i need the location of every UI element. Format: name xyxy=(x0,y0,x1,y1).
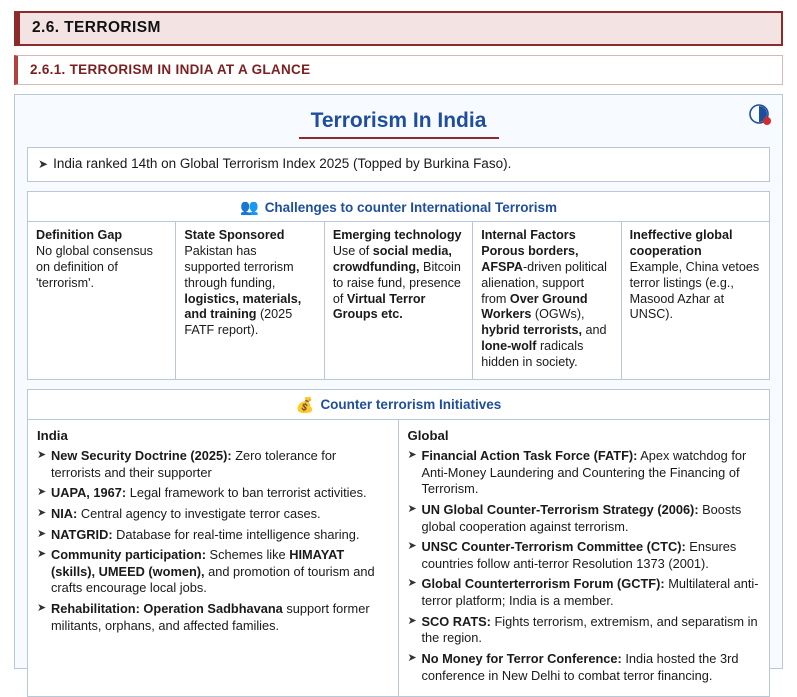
list-item-text: SCO RATS: Fights terrorism, extremism, and separatism in the region. xyxy=(421,613,758,646)
challenge-column xyxy=(325,222,473,379)
challenge-body: No global consensus on definition of 'terrorism'. xyxy=(36,244,153,290)
challenges-heading: Challenges to counter International Terrorism xyxy=(264,199,557,215)
arrow-bullet-icon: ➤ xyxy=(37,486,47,499)
india-heading: India xyxy=(37,427,68,443)
list-item xyxy=(37,485,389,502)
list-item-text: UAPA, 1967: Legal framework to ban terrorist activities. xyxy=(51,485,367,501)
section-heading: 2.6. TERRORISM xyxy=(14,11,783,46)
global-list xyxy=(408,448,761,684)
people-group-icon: 👥 xyxy=(240,199,259,217)
initiatives-heading: Counter terrorism Initiatives xyxy=(320,397,502,413)
challenge-heading: Ineffective global cooperation xyxy=(629,228,733,259)
list-item-text: Financial Action Task Force (FATF): Apex watchdog for Anti-Money Laundering and Countering the Financing of Terrorism. xyxy=(421,448,747,497)
list-item xyxy=(37,601,389,634)
list-item-text: Global Counterterrorism Forum (GCTF): Multilateral anti-terror platform; India is a member. xyxy=(421,576,759,609)
arrow-bullet-icon: ➤ xyxy=(407,540,417,553)
list-item xyxy=(408,651,761,684)
global-initiatives xyxy=(399,420,770,696)
list-item xyxy=(37,506,389,523)
india-initiatives xyxy=(28,420,399,696)
list-item xyxy=(408,614,761,647)
list-item xyxy=(37,547,389,597)
challenge-heading: State Sponsored xyxy=(184,228,285,243)
challenge-body: Example, China vetoes terror listings (e.g., Masood Azhar at UNSC). xyxy=(629,259,760,322)
arrow-bullet-icon: ➤ xyxy=(37,548,47,561)
arrow-bullet-icon: ➤ xyxy=(37,602,47,615)
initiatives-panel-header xyxy=(28,390,769,420)
arrow-bullet-icon: ➤ xyxy=(407,502,417,515)
arrow-bullet-icon: ➤ xyxy=(37,506,47,519)
challenge-body: Pakistan has supported terrorism through funding, logistics, materials, and training (2025 FATF report). xyxy=(184,244,302,338)
document-page xyxy=(0,11,797,694)
list-item-text: NIA: Central agency to investigate terror cases. xyxy=(51,505,321,521)
india-list xyxy=(37,448,389,634)
list-item xyxy=(408,576,761,609)
challenge-column xyxy=(176,222,324,379)
list-item xyxy=(408,539,761,572)
initiatives-panel xyxy=(27,389,770,697)
challenge-body: Porous borders, AFSPA-driven political alienation, support from Over Ground Workers (OGWs), hybrid terrorists, and lone-wolf radicals hidden in society. xyxy=(481,244,607,370)
list-item-text: UN Global Counter-Terrorism Strategy (2006): Boosts global cooperation against terrorism. xyxy=(421,501,742,534)
challenge-heading: Definition Gap xyxy=(36,228,123,243)
subsection-heading: 2.6.1. TERRORISM IN INDIA AT A GLANCE xyxy=(14,55,783,85)
list-item-text: UNSC Counter-Terrorism Committee (CTC): Ensures countries follow anti-terror Resolution 1373 (2001). xyxy=(421,539,737,571)
arrow-bullet-icon: ➤ xyxy=(407,449,417,462)
list-item-text: Rehabilitation: Operation Sadbhavana support former militants, orphans, and affected families. xyxy=(51,601,370,633)
list-item xyxy=(37,527,389,544)
list-item xyxy=(408,502,761,535)
challenges-panel-header xyxy=(28,192,769,222)
brand-logo-icon xyxy=(748,103,772,127)
card-title: Terrorism In India xyxy=(310,109,487,132)
arrow-bullet-icon: ➤ xyxy=(37,527,47,540)
challenges-columns xyxy=(28,222,769,379)
initiatives-columns xyxy=(28,420,769,696)
fact-text: India ranked 14th on Global Terrorism Index 2025 (Topped by Burkina Faso). xyxy=(53,156,512,171)
global-heading: Global xyxy=(407,427,449,443)
list-item-text: No Money for Terror Conference: India hosted the 3rd conference in New Delhi to combat terror financing. xyxy=(421,650,739,683)
challenge-heading: Emerging technology xyxy=(332,228,462,243)
list-item-text: New Security Doctrine (2025): Zero tolerance for terrorists and their supporter xyxy=(51,448,337,480)
challenge-heading: Internal Factors xyxy=(481,228,576,243)
arrow-bullet-icon: ➤ xyxy=(38,157,49,171)
arrow-bullet-icon: ➤ xyxy=(407,577,417,590)
money-bag-icon: 💰 xyxy=(295,396,315,414)
list-item xyxy=(37,448,389,481)
arrow-bullet-icon: ➤ xyxy=(37,449,47,462)
list-item-text: NATGRID: Database for real-time intelligence sharing. xyxy=(51,526,360,542)
challenge-body: Use of social media, crowdfunding, Bitcoin to raise fund, presence of Virtual Terror Groups etc. xyxy=(332,244,461,322)
challenge-column xyxy=(28,222,176,379)
title-underline xyxy=(299,137,499,139)
challenge-column xyxy=(622,222,769,379)
list-item xyxy=(408,448,761,498)
fact-strip xyxy=(27,147,770,182)
list-item-text: Community participation: Schemes like HIMAYAT (skills), UMEED (women), and promotion of tourism and crafts encourage local jobs. xyxy=(51,547,375,596)
challenge-column xyxy=(473,222,621,379)
arrow-bullet-icon: ➤ xyxy=(407,614,417,627)
challenges-panel xyxy=(27,191,770,380)
arrow-bullet-icon: ➤ xyxy=(407,651,417,664)
terrorism-card xyxy=(14,94,783,683)
